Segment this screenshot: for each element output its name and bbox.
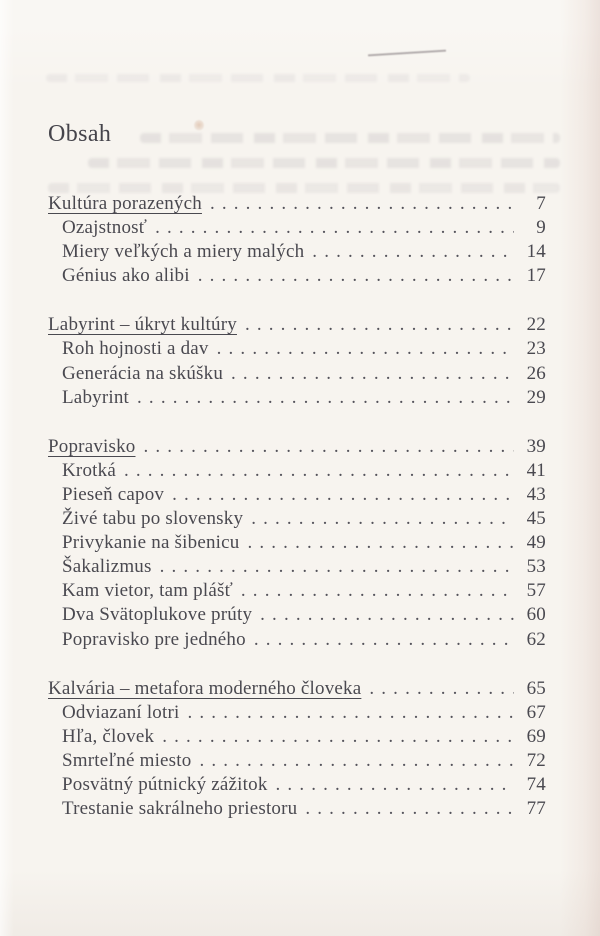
dot-leader xyxy=(144,435,515,459)
dot-leader xyxy=(241,579,514,603)
dot-leader xyxy=(124,459,514,483)
toc-page-number: 67 xyxy=(526,701,546,723)
bleed-through-text-line xyxy=(140,133,560,143)
toc-entry-row xyxy=(48,264,546,288)
dot-leader xyxy=(251,507,514,531)
dot-leader xyxy=(217,337,514,361)
toc-entry-row xyxy=(48,725,546,749)
toc-section-title: Kalvária – metafora moderného človeka xyxy=(48,677,362,699)
dot-leader xyxy=(210,192,514,216)
toc-entry-row xyxy=(48,628,546,652)
toc-entry-title: Génius ako alibi xyxy=(62,265,190,287)
toc-section-row xyxy=(48,677,546,701)
toc-entry-title: Miery veľkých a miery malých xyxy=(62,241,305,263)
toc-page-number: 14 xyxy=(526,241,546,263)
toc-page-number: 39 xyxy=(526,435,546,457)
toc-entry-title: Roh hojnosti a dav xyxy=(62,338,209,360)
toc-entry-title: Privykanie na šibenicu xyxy=(62,532,240,554)
toc-entry-title: Smrteľné miesto xyxy=(62,749,192,771)
toc-entry-row xyxy=(48,386,546,410)
toc-section-title: Labyrint – úkryt kultúry xyxy=(48,314,237,336)
toc-page-number: 23 xyxy=(526,338,546,360)
toc-page-number: 22 xyxy=(526,314,546,336)
toc-section xyxy=(48,677,546,822)
page-title: Obsah xyxy=(48,121,112,147)
dot-leader xyxy=(369,677,514,701)
toc-section-title: Kultúra porazených xyxy=(48,193,202,214)
dot-leader xyxy=(254,628,514,652)
toc-entry-title: Labyrint xyxy=(62,386,130,408)
toc-entry-row xyxy=(48,797,546,821)
dot-leader xyxy=(247,531,514,555)
toc-entry-row xyxy=(48,701,546,725)
dot-leader xyxy=(155,216,514,240)
dot-leader xyxy=(188,701,515,725)
toc-entry-title: Živé tabu po slovensky xyxy=(62,508,244,530)
toc-page-number: 57 xyxy=(526,580,546,602)
toc-entry-row xyxy=(48,531,546,555)
toc-page-number: 17 xyxy=(526,265,546,287)
toc-entry-title: Hľa, človek xyxy=(62,725,155,747)
toc-section xyxy=(48,313,546,409)
toc-entry-row xyxy=(48,555,546,579)
toc-entry-row xyxy=(48,459,546,483)
dot-leader xyxy=(199,749,514,773)
toc-entry-row xyxy=(48,603,546,627)
toc-entry-title: Odviazaní lotri xyxy=(62,701,180,723)
dot-leader xyxy=(172,483,514,507)
dot-leader xyxy=(305,797,514,821)
toc-page-number: 9 xyxy=(536,217,546,239)
toc-section-row xyxy=(48,435,546,459)
toc-entry-title: Pieseň capov xyxy=(62,483,165,505)
toc-entry-row xyxy=(48,240,546,264)
toc-page-number: 45 xyxy=(526,508,546,530)
dot-leader xyxy=(245,313,514,337)
toc-page-number: 65 xyxy=(526,677,546,699)
toc-page-number: 29 xyxy=(526,386,546,408)
toc-entry-title: Ozajstnosť xyxy=(62,217,148,239)
toc-page-number: 60 xyxy=(526,604,546,626)
toc-entry-title: Trestanie sakrálneho priestoru xyxy=(62,798,298,820)
table-of-contents xyxy=(48,192,546,821)
toc-entry-row xyxy=(48,483,546,507)
toc-page-number: 7 xyxy=(536,193,546,214)
toc-entry-row xyxy=(48,507,546,531)
toc-entry-row xyxy=(48,362,546,386)
toc-entry-title: Dva Svätoplukove prúty xyxy=(62,604,253,626)
dot-leader xyxy=(231,362,514,386)
toc-page-number: 62 xyxy=(526,628,546,650)
toc-section-title: Popravisko xyxy=(48,435,136,457)
toc-entry-title: Šakalizmus xyxy=(62,556,152,578)
toc-entry-title: Generácia na skúšku xyxy=(62,362,224,384)
toc-page-number: 74 xyxy=(526,773,546,795)
toc-entry-title: Kam vietor, tam plášť xyxy=(62,580,233,602)
bleed-through-stroke xyxy=(368,50,446,57)
toc-page-number: 49 xyxy=(526,532,546,554)
toc-page-number: 41 xyxy=(526,459,546,481)
toc-page-number: 53 xyxy=(526,556,546,578)
toc-entry-row xyxy=(48,773,546,797)
dot-leader xyxy=(312,240,514,264)
toc-entry-title: Krotká xyxy=(62,459,116,481)
toc-entry-row xyxy=(48,749,546,773)
bleed-through-text-line xyxy=(88,158,560,168)
toc-entry-row xyxy=(48,337,546,361)
paper-stain xyxy=(194,120,204,131)
toc-page-number: 77 xyxy=(526,798,546,820)
bleed-through-text-line xyxy=(46,74,470,82)
toc-page-number: 69 xyxy=(526,725,546,747)
toc-page-number: 72 xyxy=(526,749,546,771)
toc-section-row xyxy=(48,313,546,337)
dot-leader xyxy=(160,555,514,579)
dot-leader xyxy=(198,264,514,288)
toc-entry-title: Posvätný pútnický zážitok xyxy=(62,773,268,795)
toc-section-row xyxy=(48,192,546,216)
toc-entry-row xyxy=(48,579,546,603)
toc-entry-title: Popravisko pre jedného xyxy=(62,628,246,650)
toc-entry-row xyxy=(48,216,546,240)
toc-page-number: 26 xyxy=(526,362,546,384)
dot-leader xyxy=(260,603,514,627)
toc-section xyxy=(48,192,546,288)
dot-leader xyxy=(137,386,514,410)
dot-leader xyxy=(162,725,514,749)
dot-leader xyxy=(276,773,514,797)
toc-page-number: 43 xyxy=(526,483,546,505)
toc-section xyxy=(48,435,546,652)
